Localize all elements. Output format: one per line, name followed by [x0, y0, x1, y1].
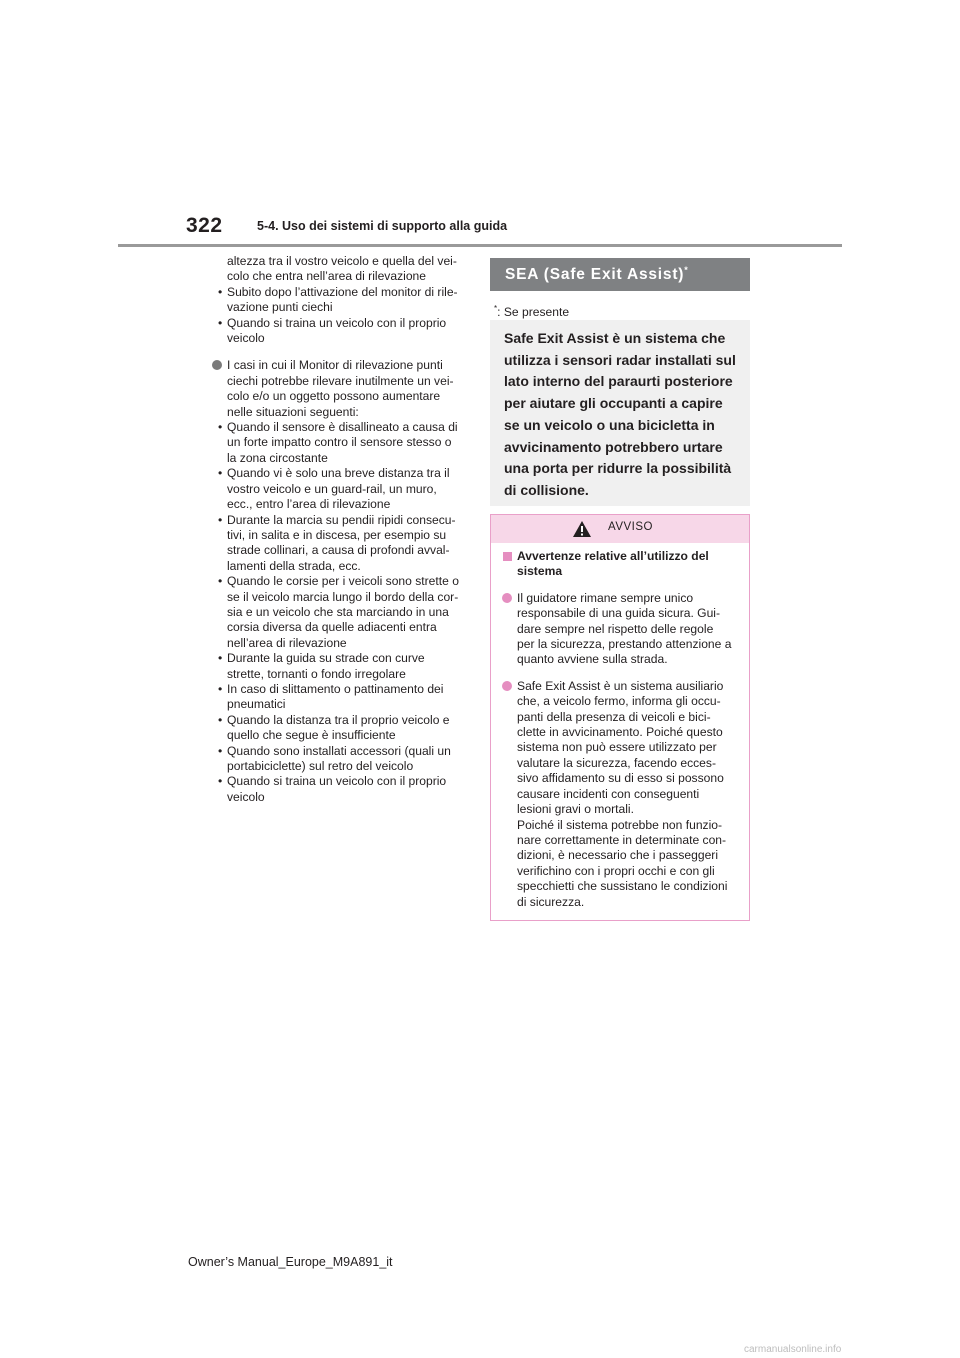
text-line: Il guidatore rimane sempre unico [517, 590, 694, 605]
list-item [210, 574, 468, 651]
page-number: 322 [186, 214, 223, 237]
text-line: strade collinari, a causa di profondi avval- [227, 543, 450, 558]
text-line: Quando la distanza tra il proprio veicolo e [227, 712, 450, 727]
intro-line: se un veicolo o una bicicletta in [504, 416, 715, 433]
text-line: la zona circostante [227, 450, 328, 465]
text-line: panti della presenza di veicoli e bici- [517, 709, 711, 724]
text-line: Durante la guida su strade con curve [227, 651, 425, 666]
continuation-text [227, 254, 468, 285]
bullet-mark: • [218, 681, 223, 696]
text-line: di sicurezza. [517, 894, 585, 909]
bullet-mark: • [218, 574, 223, 589]
bullet-mark: • [218, 712, 223, 727]
text-line: lesioni gravi o mortali. [517, 802, 634, 817]
text-line: ciechi potrebbe rilevare inutilmente un vei- [227, 373, 454, 388]
list-item [210, 774, 468, 805]
intro-line: una porta per ridurre la possibilità [504, 460, 732, 477]
text-line: vazione punti ciechi [227, 300, 333, 315]
text-line: Quando si traina un veicolo con il proprio [227, 774, 447, 789]
warning-label: AVVISO [608, 521, 653, 533]
text-line: colo che entra nell’area di rilevazione [227, 269, 426, 284]
pink-circle-bullet-icon [502, 593, 512, 603]
warning-body [491, 543, 749, 910]
text-line: sia e un veicolo che sta marciando in una [227, 604, 449, 619]
condition-list [210, 420, 468, 805]
list-item [210, 682, 468, 713]
left-column [210, 254, 468, 805]
text-line: dare sempre nel rispetto delle regole [517, 621, 714, 636]
text-line: tivi, in salita e in discesa, per esempio su [227, 527, 447, 542]
intro-line: di collisione. [504, 481, 589, 498]
text-line: I casi in cui il Monitor di rilevazione punti [227, 358, 443, 373]
text-line: se il veicolo marcia lungo il bordo della cor- [227, 589, 459, 604]
list-item [210, 285, 468, 316]
bullet-mark: • [218, 651, 223, 666]
bullet-mark: • [218, 512, 223, 527]
footnote [494, 304, 569, 319]
text-line: ecc., entro l’area di rilevazione [227, 497, 391, 512]
text-line: Quando le corsie per i veicoli sono strette o [227, 574, 459, 589]
text-line: valutare la sicurezza, facendo ecces- [517, 755, 716, 770]
circle-item [210, 358, 468, 420]
intro-line: lato interno del paraurti posteriore [504, 373, 733, 390]
text-line: pneumatici [227, 697, 286, 712]
section-title: 5-4. Uso dei sistemi di supporto alla guida [257, 219, 508, 233]
list-item [210, 651, 468, 682]
warning-box [490, 514, 750, 921]
text-line: specchietti che sussistano le condizioni [517, 879, 728, 894]
text-line: lamenti della strada, ecc. [227, 558, 361, 573]
text-line: Quando sono installati accessori (quali un [227, 743, 451, 758]
list-item [210, 513, 468, 575]
list-item [210, 466, 468, 512]
text-line: clette in avvicinamento. Poiché questo [517, 725, 723, 740]
warning-triangle-icon [572, 520, 592, 543]
intro-box [490, 320, 750, 506]
bullet-mark: • [218, 774, 223, 789]
text-line: Quando vi è solo una breve distanza tra il [227, 466, 450, 481]
text-line: veicolo [227, 331, 265, 346]
list-item [210, 420, 468, 466]
text-line: Poiché il sistema potrebbe non funzio- [517, 817, 723, 832]
list-item [210, 713, 468, 744]
warning-subheading [501, 549, 739, 580]
text-line: per la sicurezza, prestando attenzione a [517, 637, 732, 652]
pink-square-bullet-icon [503, 552, 512, 561]
bullet-mark: • [218, 420, 223, 435]
intro-line: avvicinamento potrebbero urtare [504, 438, 723, 455]
text-line: sistema non può essere utilizzato per [517, 740, 717, 755]
footnote-text: : Se presente [497, 305, 570, 320]
text-line: altezza tra il vostro veicolo e quella del vei- [227, 254, 457, 268]
header-divider [118, 244, 842, 247]
text-line: dizioni, è necessario che i passeggeri [517, 848, 719, 863]
text-line: Quando il sensore è disallineato a causa di [227, 420, 458, 435]
gray-circle-bullet-icon [212, 360, 222, 370]
text-line: nell’area di rilevazione [227, 635, 347, 650]
bullet-mark: • [218, 284, 223, 299]
text-line: vostro veicolo e un guard-rail, un muro, [227, 481, 437, 496]
bullet-mark: • [218, 315, 223, 330]
text-line: quanto avviene sulla strada. [517, 652, 668, 667]
heading-footnote-marker: * [684, 265, 689, 275]
warning-header [491, 515, 749, 543]
text-line: strette, tornanti o fondo irregolare [227, 666, 406, 681]
text-line: responsabile di una guida sicura. Gui- [517, 606, 721, 621]
pink-circle-bullet-icon [502, 681, 512, 691]
text-line: colo e/o un oggetto possono aumentare [227, 389, 441, 404]
text-line: Durante la marcia su pendii ripidi consecu- [227, 512, 456, 527]
text-line: Safe Exit Assist è un sistema ausiliario [517, 678, 724, 693]
section-heading-text: SEA (Safe Exit Assist) [505, 266, 685, 284]
text-line: Avvertenze relative all’utilizzo del [517, 549, 709, 563]
intro-line: per aiutare gli occupanti a capire [504, 395, 723, 412]
bullet-mark: • [218, 743, 223, 758]
text-line: causare incidenti con conseguenti [517, 786, 700, 801]
section-heading [490, 258, 750, 291]
text-line: nelle situazioni seguenti: [227, 404, 359, 419]
watermark: carmanualsonline.info [744, 1344, 842, 1355]
text-line: veicolo [227, 789, 265, 804]
intro-line: utilizza i sensori radar installati sul [504, 351, 736, 368]
text-line: Quando si traina un veicolo con il proprio [227, 315, 447, 330]
bullet-mark: • [218, 466, 223, 481]
text-line: nare correttamente in determinate con- [517, 832, 727, 847]
intro-line: Safe Exit Assist è un sistema che [504, 330, 726, 346]
text-line: sivo affidamento su di esso si possono [517, 771, 724, 786]
text-line: In caso di slittamento o pattinamento dei [227, 681, 444, 696]
text-line: quello che segue è insufficiente [227, 728, 396, 743]
list-item [210, 316, 468, 347]
warning-paragraph [501, 591, 739, 668]
text-line: portabiciclette) sul retro del veicolo [227, 759, 414, 773]
text-line: Subito dopo l’attivazione del monitor di rile- [227, 284, 458, 299]
text-line: sistema [517, 564, 563, 579]
warning-paragraph [501, 679, 739, 910]
text-line: un forte impatto contro il sensore stesso o [227, 435, 452, 450]
text-line: verifichino con i propri occhi e con gli [517, 863, 715, 878]
footnote-marker: * [494, 304, 498, 313]
text-line: che, a veicolo fermo, informa gli occu- [517, 694, 721, 709]
footer-manual-id: Owner’s Manual_Europe_M9A891_it [188, 1255, 393, 1269]
list-item [210, 744, 468, 775]
text-line: corsia diversa da quelle adiacenti entra [227, 620, 437, 635]
